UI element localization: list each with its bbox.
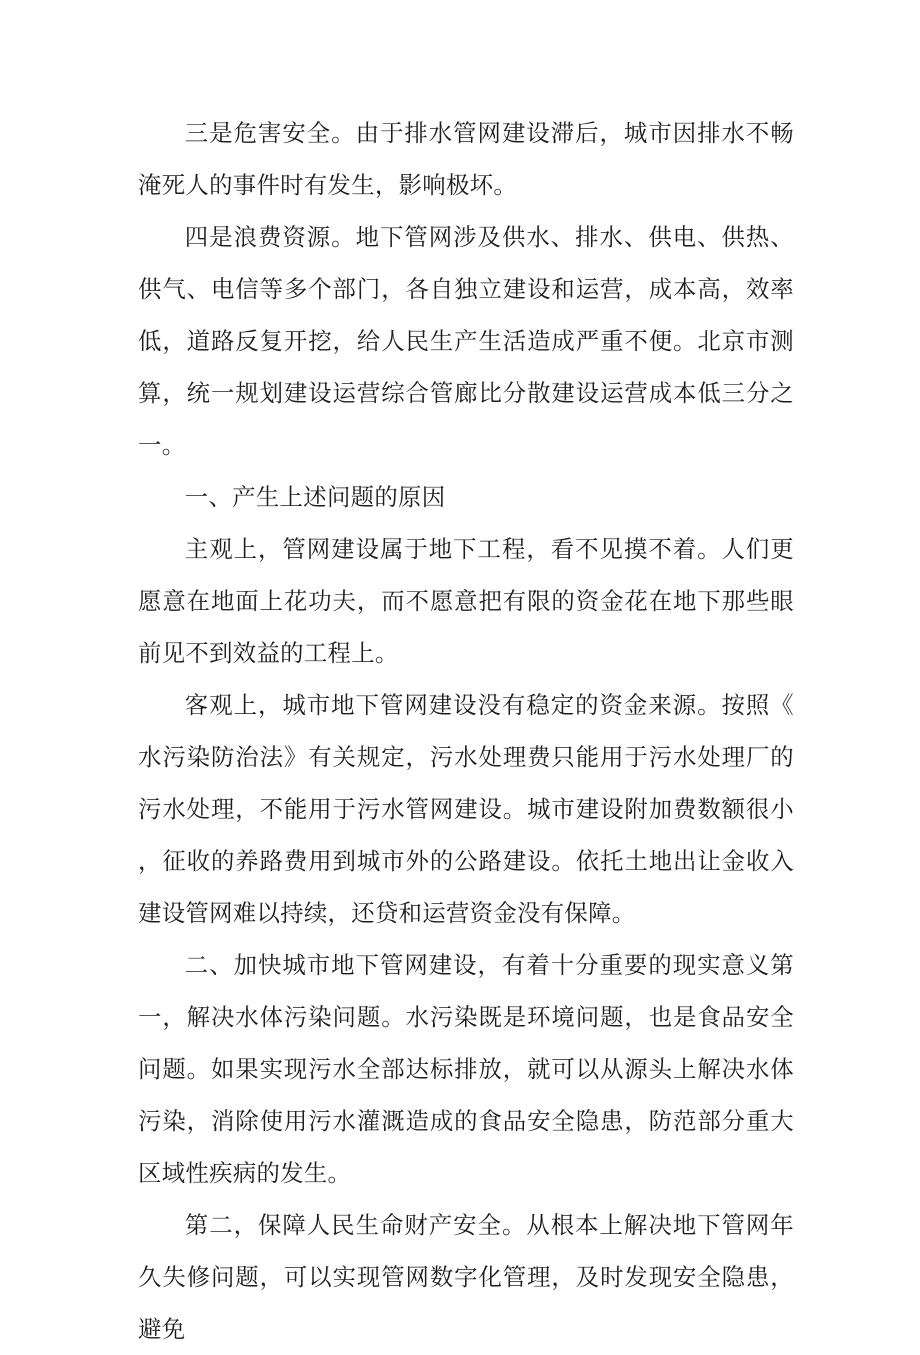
section-heading-causes: 一、产生上述问题的原因 xyxy=(184,483,446,511)
paragraph-significance-second: 第二，保障人民生命财产安全。从根本上解决地下管网年久失修问题，可以实现管网数字化管理，及时发现安全隐患，避免 xyxy=(138,1211,794,1343)
paragraph-objective-cause: 客观上，城市地下管网建设没有稳定的资金来源。按照《水污染防治法》有关规定，污水处理费只能用于污水处理厂的污水处理，不能用于污水管网建设。城市建设附加费数额很小，征收的养路费用到城市外的公路建设。依托土地出让金收入建设管网难以持续，还贷和运营资金没有保障。 xyxy=(138,691,794,927)
paragraph-significance-first: 二、加快城市地下管网建设，有着十分重要的现实意义第一，解决水体污染问题。水污染既是环境问题，也是食品安全问题。如果实现污水全部达标排放，就可以从源头上解决水体污染，消除使用污水灌溉造成的食品安全隐患，防范部分重大区域性疾病的发生。 xyxy=(138,951,794,1187)
paragraph-hazard-safety: 三是危害安全。由于排水管网建设滞后，城市因排水不畅淹死人的事件时有发生，影响极坏。 xyxy=(138,119,794,199)
document-body xyxy=(138,107,794,1355)
paragraph-waste-resources: 四是浪费资源。地下管网涉及供水、排水、供电、供热、供气、电信等多个部门，各自独立建设和运营，成本高，效率低，道路反复开挖，给人民生产生活造成严重不便。北京市测算，统一规划建设运营综合管廊比分散建设运营成本低三分之一。 xyxy=(138,223,794,459)
paragraph-subjective-cause: 主观上，管网建设属于地下工程，看不见摸不着。人们更愿意在地面上花功夫，而不愿意把有限的资金花在地下那些眼前见不到效益的工程上。 xyxy=(138,535,794,667)
